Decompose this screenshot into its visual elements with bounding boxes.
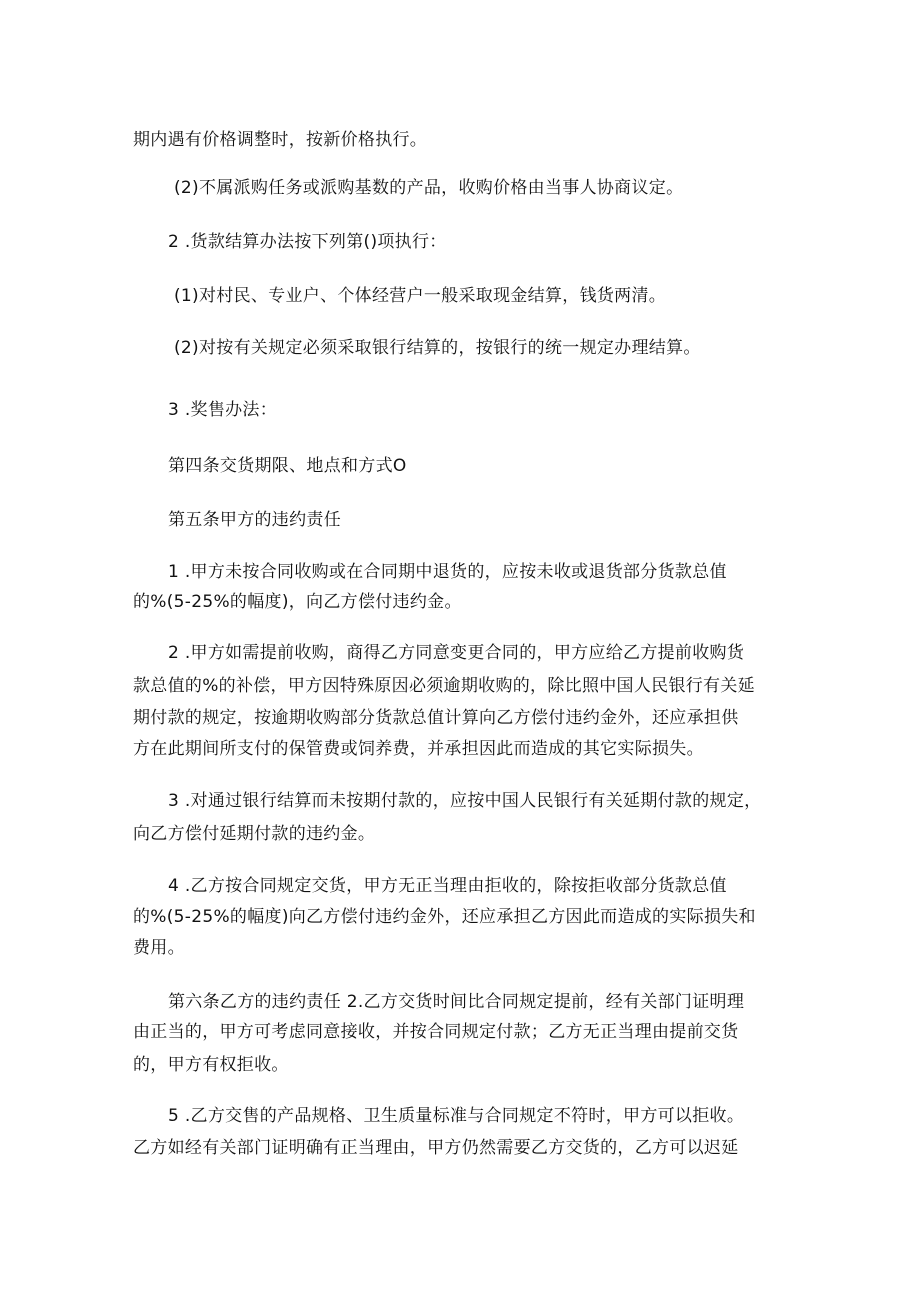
paragraph-line: 第六条乙方的违约责任 2.乙方交货时间比合同规定提前，经有关部门证明理 <box>168 992 745 1012</box>
article-heading: 第五条甲方的违约责任 <box>168 510 341 530</box>
paragraph-line: (2)对按有关规定必须采取银行结算的，按银行的统一规定办理结算。 <box>174 338 701 358</box>
paragraph-line: 期内遇有价格调整时，按新价格执行。 <box>133 130 428 150</box>
paragraph-line: 4 .乙方按合同规定交货，甲方无正当理由拒收的，除按拒收部分货款总值 <box>168 876 727 896</box>
paragraph-line: 5 .乙方交售的产品规格、卫生质量标准与合同规定不符时，甲方可以拒收。 <box>168 1106 745 1126</box>
paragraph-line: 期付款的规定，按逾期收购部分货款总值计算向乙方偿付违约金外，还应承担供 <box>133 708 739 728</box>
paragraph-line: 方在此期间所支付的保管费或饲养费，并承担因此而造成的其它实际损失。 <box>133 739 704 759</box>
paragraph-line: 2 .甲方如需提前收购，商得乙方同意变更合同的，甲方应给乙方提前收购货 <box>168 643 745 663</box>
paragraph-line: 费用。 <box>133 938 185 958</box>
paragraph-line: (1)对村民、专业户、个体经营户一般采取现金结算，钱货两清。 <box>174 286 667 306</box>
paragraph-line: 2 .货款结算办法按下列第()项执行： <box>168 232 447 252</box>
paragraph-line: 乙方如经有关部门证明确有正当理由，甲方仍然需要乙方交货的，乙方可以迟延 <box>133 1138 739 1158</box>
paragraph-line: 由正当的，甲方可考虑同意接收，并按合同规定付款；乙方无正当理由提前交货 <box>133 1022 739 1042</box>
article-heading: 第四条交货期限、地点和方式O <box>168 456 407 476</box>
paragraph-line: 1 .甲方未按合同收购或在合同期中退货的，应按未收或退货部分货款总值 <box>168 562 727 582</box>
paragraph-line: 的%(5-25%的幅度)向乙方偿付违约金外，还应承担乙方因此而造成的实际损失和 <box>133 907 756 927</box>
paragraph-line: 向乙方偿付延期付款的违约金。 <box>133 824 376 844</box>
paragraph-line: 3 .奖售办法： <box>168 400 278 420</box>
paragraph-line: (2)不属派购任务或派购基数的产品，收购价格由当事人协商议定。 <box>174 178 684 198</box>
paragraph-line: 3 .对通过银行结算而未按期付款的，应按中国人民银行有关延期付款的规定， <box>168 791 762 811</box>
paragraph-line: 款总值的%的补偿，甲方因特殊原因必须逾期收购的，除比照中国人民银行有关延 <box>133 676 755 696</box>
paragraph-line: 的%(5-25%的幅度)，向乙方偿付违约金。 <box>133 592 462 612</box>
paragraph-line: 的，甲方有权拒收。 <box>133 1055 289 1075</box>
